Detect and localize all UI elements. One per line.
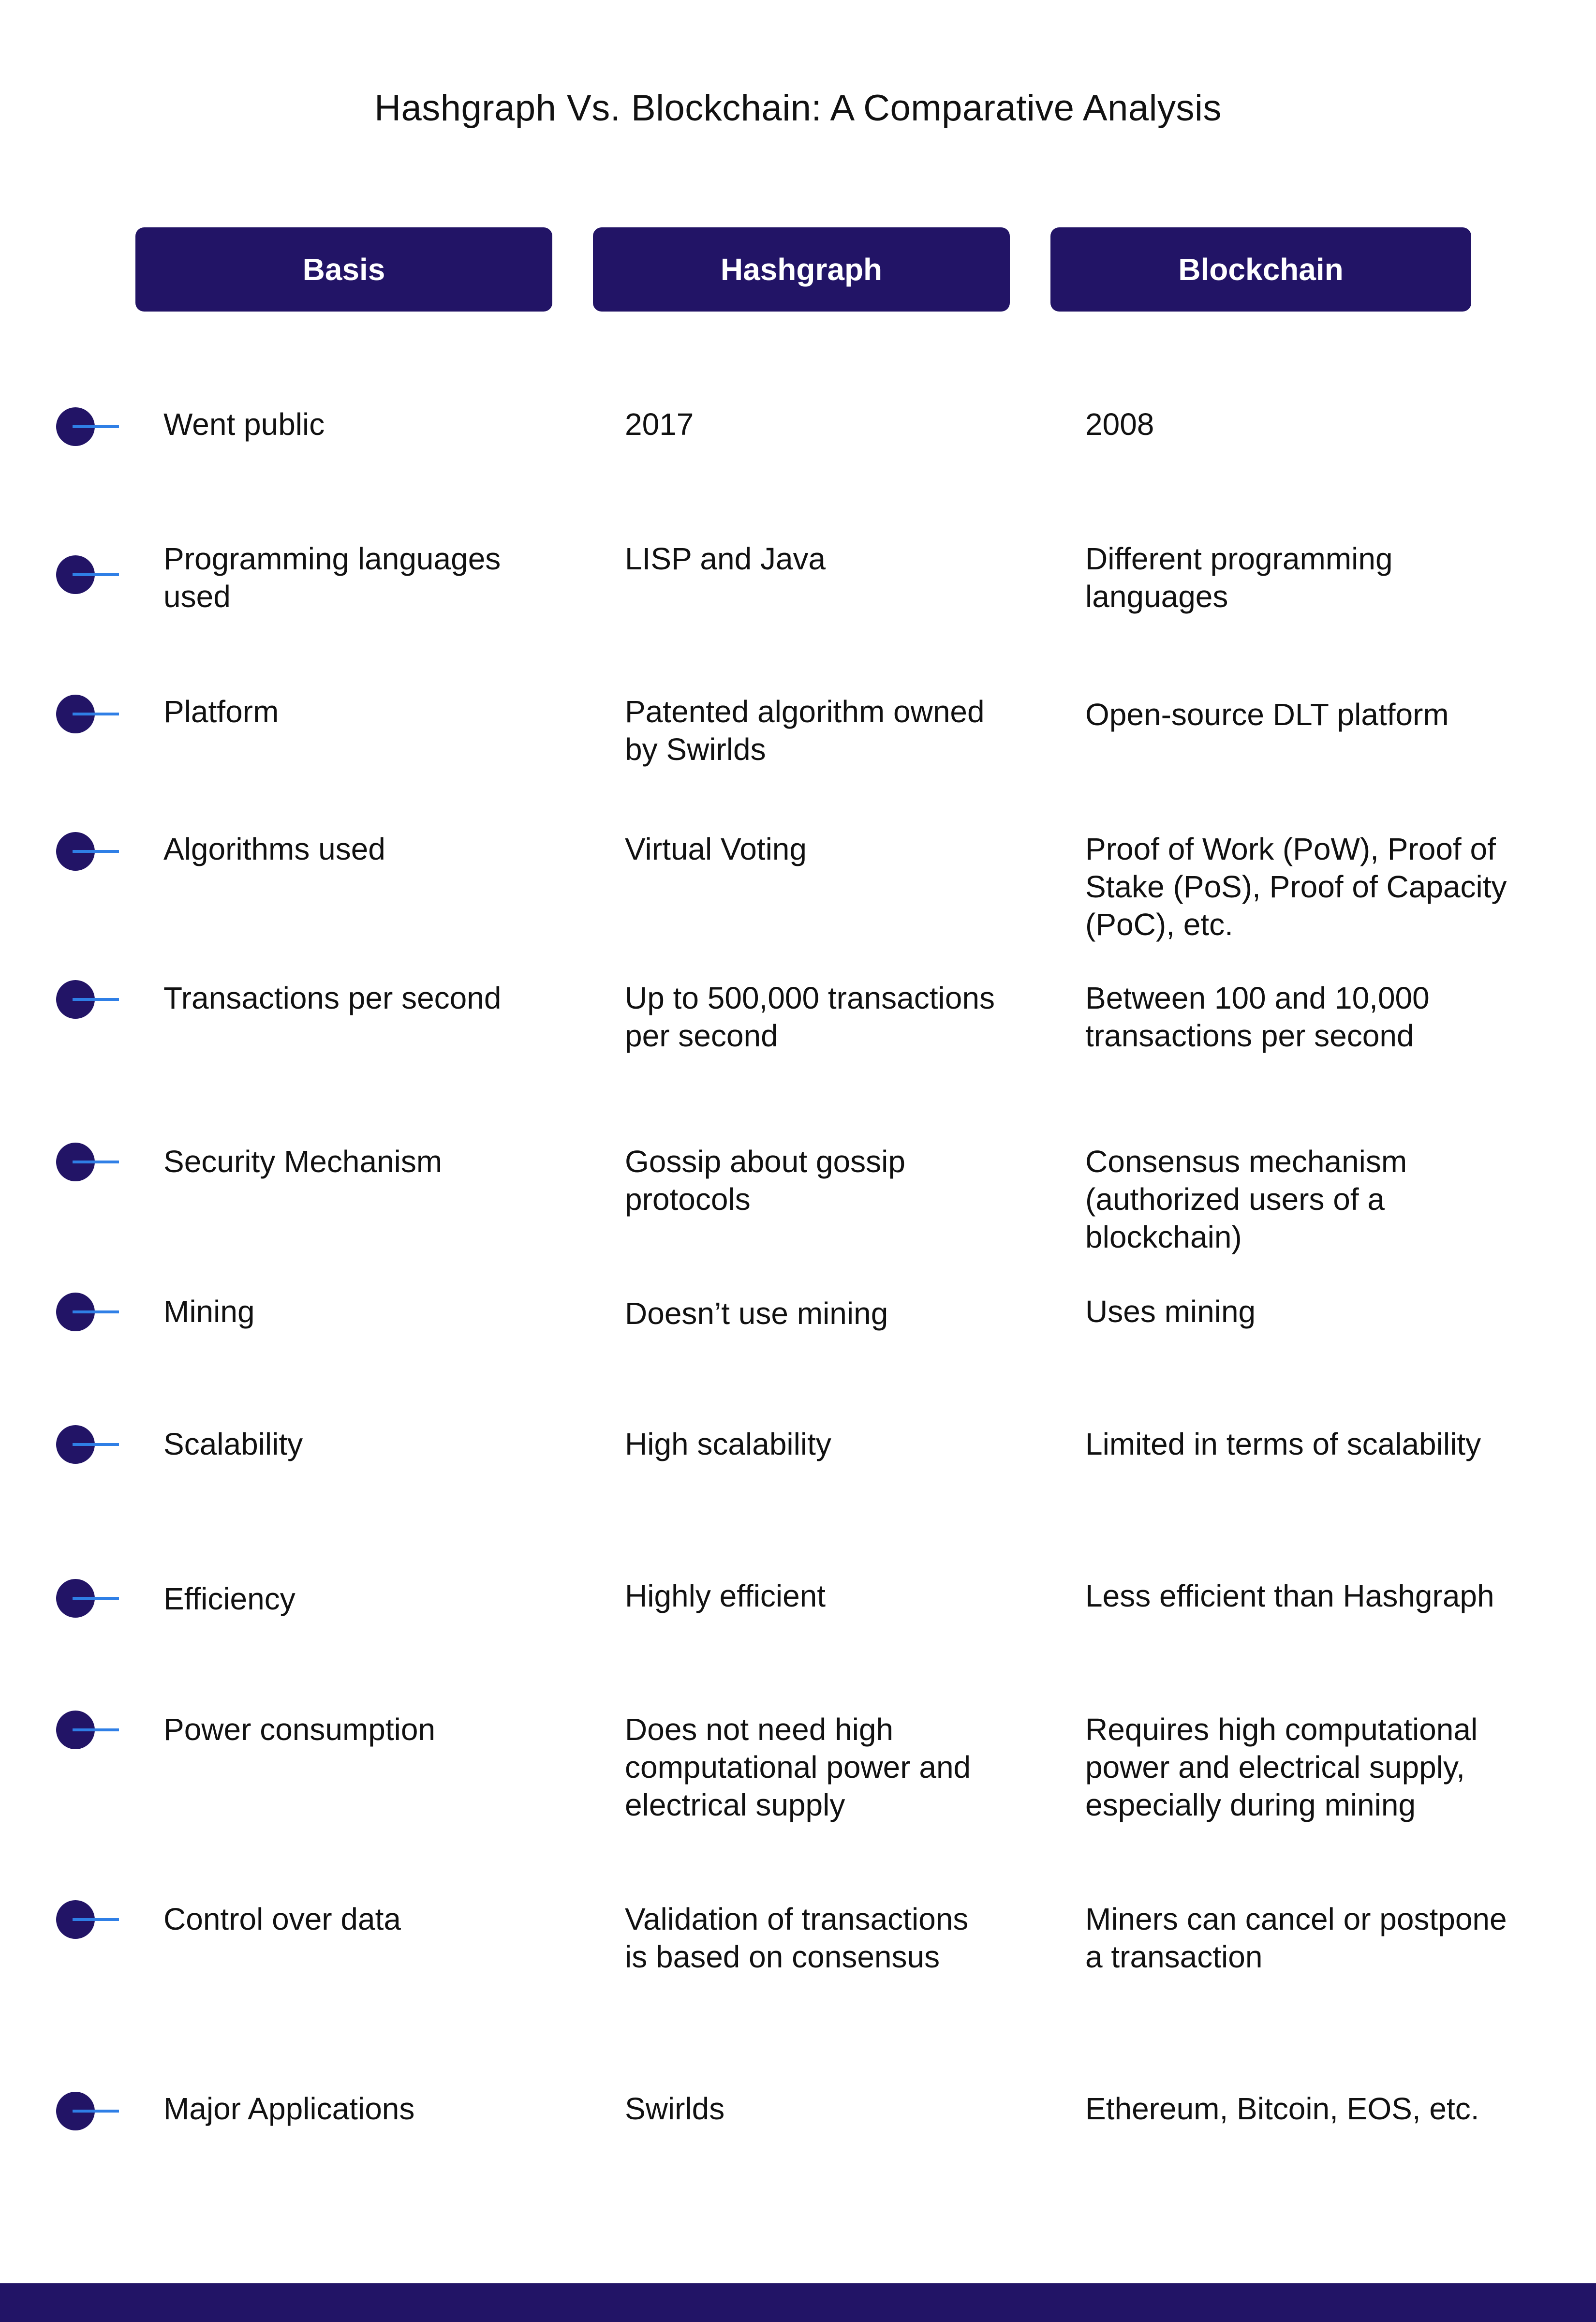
hashgraph-cell: Does not need high computational power and electrical supply: [625, 1712, 971, 1822]
blockchain-cell: Different programming languages: [1085, 541, 1393, 614]
bullet-icon: [56, 1579, 119, 1618]
bullet-icon: [56, 2092, 119, 2130]
basis-cell: Platform: [163, 694, 279, 729]
hashgraph-cell: Doesn’t use mining: [625, 1296, 888, 1331]
column-header-basis: Basis: [135, 227, 552, 312]
blockchain-cell: 2008: [1085, 407, 1154, 442]
bullet-icon: [56, 695, 119, 733]
column-header-hashgraph: Hashgraph: [593, 227, 1010, 312]
hashgraph-cell: High scalability: [625, 1427, 831, 1461]
bullet-icon: [56, 1293, 119, 1331]
bullet-icon: [56, 1711, 119, 1749]
blockchain-cell: Miners can cancel or postpone a transaction: [1085, 1902, 1507, 1974]
basis-cell: Went public: [163, 407, 325, 442]
blockchain-cell: Ethereum, Bitcoin, EOS, etc.: [1085, 2091, 1479, 2126]
bullet-icon: [56, 407, 119, 446]
hashgraph-cell: Swirlds: [625, 2091, 725, 2126]
page-title: Hashgraph Vs. Blockchain: A Comparative Analysis: [374, 88, 1222, 129]
blockchain-cell: Less efficient than Hashgraph: [1085, 1578, 1494, 1613]
bullet-icon: [56, 1900, 119, 1939]
bullet-icon: [56, 1425, 119, 1464]
bullet-icon: [56, 832, 119, 871]
hashgraph-cell: Highly efficient: [625, 1578, 826, 1613]
basis-cell: Algorithms used: [163, 832, 385, 866]
hashgraph-cell: Validation of transactions is based on consensus: [625, 1902, 969, 1974]
blockchain-cell: Open-source DLT platform: [1085, 697, 1449, 732]
bullet-icon: [56, 980, 119, 1019]
blockchain-cell: Proof of Work (PoW), Proof of Stake (PoS), Proof of Capacity (PoC), etc.: [1085, 832, 1507, 942]
footer-bar: [0, 2283, 1596, 2322]
blockchain-cell: Limited in terms of scalability: [1085, 1427, 1481, 1461]
hashgraph-cell: 2017: [625, 407, 694, 442]
hashgraph-cell: Virtual Voting: [625, 832, 807, 866]
blockchain-cell: Uses mining: [1085, 1294, 1256, 1329]
hashgraph-cell: Up to 500,000 transactions per second: [625, 981, 995, 1053]
blockchain-cell: Between 100 and 10,000 transactions per second: [1085, 981, 1430, 1053]
hashgraph-cell: Patented algorithm owned by Swirlds: [625, 694, 985, 767]
column-header-blockchain: Blockchain: [1050, 227, 1471, 312]
hashgraph-cell: Gossip about gossip protocols: [625, 1144, 905, 1217]
blockchain-cell: Requires high computational power and electrical supply, especially during mining: [1085, 1712, 1478, 1822]
basis-cell: Efficiency: [163, 1581, 296, 1616]
basis-cell: Major Applications: [163, 2091, 415, 2126]
basis-cell: Security Mechanism: [163, 1144, 443, 1179]
basis-cell: Programming languages used: [163, 541, 501, 614]
hashgraph-cell: LISP and Java: [625, 541, 826, 576]
basis-cell: Transactions per second: [163, 981, 502, 1015]
basis-cell: Scalability: [163, 1427, 303, 1461]
basis-cell: Mining: [163, 1294, 255, 1329]
bullet-icon: [56, 555, 119, 594]
basis-cell: Control over data: [163, 1902, 401, 1936]
basis-cell: Power consumption: [163, 1712, 436, 1747]
blockchain-cell: Consensus mechanism (authorized users of a blockchain): [1085, 1144, 1407, 1254]
bullet-icon: [56, 1143, 119, 1181]
